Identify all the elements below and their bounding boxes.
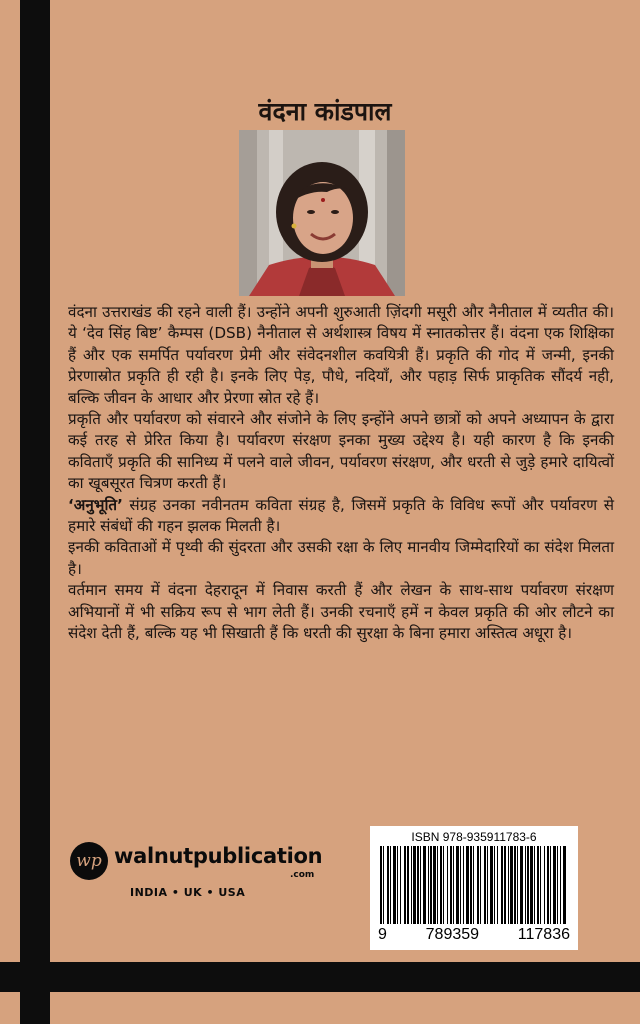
barcode-bar <box>557 846 558 924</box>
barcode-bar <box>443 846 444 924</box>
barcode-bar <box>393 846 396 924</box>
collection-description: संग्रह उनका नवीनतम कविता संग्रह है, जिसमें प्रकृति के विविध रूपों और पर्यावरण से हमारे संबंधों की गहन झलक मिलती है। <box>68 495 614 536</box>
author-name: वंदना कांडपाल <box>258 97 392 126</box>
barcode-bar <box>470 846 472 924</box>
barcode-bar <box>525 846 526 924</box>
barcode-bar <box>547 846 549 924</box>
barcode-bar <box>508 846 509 924</box>
barcode-bar <box>411 846 412 924</box>
barcode-bar <box>404 846 406 924</box>
barcode-bar <box>417 846 419 924</box>
barcode-bar <box>420 846 421 924</box>
barcode-bar <box>544 846 545 924</box>
bio-paragraph-1: वंदना उत्तराखंड की रहने वाली हैं। उन्होंने अपनी शुरुआती ज़िंदगी मसूरी और नैनीताल में व्यतीत की। ये ‘देव सिंह बिष्ट’ कैम्पस (DSB) नैनीताल से अर्थशास्त्र विषय में स्नातकोत्तर हैं। वंदना एक शिक्षिका हैं और एक समर्पित पर्यावरण प्रेमी और संवेदनशील कवयित्री हैं। प्रकृति की गोद में जन्मी, इनकी प्रेरणास्रोत प्रकृति ही रही है। इनके लिए पेड़, पौधे, नदियाँ, और पहाड़ सिर्फ प्राकृतिक सौंदर्य नही, बल्कि जीवन के आधार और प्रेरणा स्रोत रहे हैं। <box>68 303 614 407</box>
barcode-bar <box>453 846 454 924</box>
barcode-bar <box>477 846 479 924</box>
barcode-bar <box>494 846 495 924</box>
barcode-bar <box>387 846 389 924</box>
barcode-bar <box>390 846 391 924</box>
barcode-bar <box>463 846 464 924</box>
author-bio <box>68 302 614 645</box>
publisher-domain-suffix: .com <box>290 870 315 880</box>
barcode-bar <box>510 846 513 924</box>
barcode-bar <box>527 846 529 924</box>
publisher-regions: INDIA • UK • USA <box>130 886 246 899</box>
barcode-bar <box>517 846 518 924</box>
bio-paragraph-3 <box>68 495 614 538</box>
barcode-bar <box>504 846 506 924</box>
barcode-bar <box>460 846 461 924</box>
barcode-bar <box>490 846 493 924</box>
barcode-bar <box>537 846 539 924</box>
barcode-bar <box>400 846 401 924</box>
barcode-bar <box>501 846 503 924</box>
barcode-bar <box>440 846 442 924</box>
isbn-barcode <box>370 826 578 950</box>
barcode-bar <box>520 846 523 924</box>
barcode-bar <box>563 846 566 924</box>
barcode-bar <box>397 846 398 924</box>
barcode-bar <box>466 846 469 924</box>
isbn-digit-group-2: 117836 <box>517 926 570 943</box>
bio-paragraph-2: प्रकृति और पर्यावरण को संवारने और संजोने के लिए इन्होंने अपने छात्रों को अपने अध्यापन के द्वारा कई तरह से प्रेरित किया है। पर्यावरण संरक्षण इनका मुख्य उद्देश्य है। यही कारण है कि इनकी कविताएँ प्रकृति की सानिध्य में पलने वाले जीवन, पर्यावरण संरक्षण, और धरती से जुड़े हमारे दायित्वों का खूबसूरत चित्रण करती हैं। <box>68 410 614 493</box>
barcode-bar <box>430 846 432 924</box>
bottom-border-bar <box>0 962 640 992</box>
barcode-bar <box>480 846 481 924</box>
publisher-logo-mark: wp <box>70 842 108 880</box>
barcode-bar <box>433 846 436 924</box>
barcode-bar <box>437 846 438 924</box>
author-photo <box>239 130 405 296</box>
barcode-bar <box>450 846 452 924</box>
barcode-bar <box>530 846 533 924</box>
barcode-bar <box>514 846 516 924</box>
barcode-bars <box>380 846 568 926</box>
barcode-bar <box>413 846 416 924</box>
barcode-bar <box>423 846 426 924</box>
bio-paragraph-4: इनकी कविताओं में पृथ्वी की सुंदरता और उसकी रक्षा के लिए मानवीय जिम्मेदारियों का संदेश मिलता है। <box>68 538 614 578</box>
barcode-bar <box>534 846 535 924</box>
barcode-bar <box>383 846 384 924</box>
barcode-bar <box>540 846 541 924</box>
barcode-bar <box>473 846 474 924</box>
barcode-bar <box>553 846 556 924</box>
left-border-bar <box>20 0 50 1024</box>
isbn-label: ISBN 978-935911783-6 <box>411 830 537 844</box>
barcode-bar <box>550 846 551 924</box>
barcode-bar <box>447 846 448 924</box>
barcode-bar <box>497 846 498 924</box>
isbn-digit-first: 9 <box>378 926 387 943</box>
barcode-bar <box>560 846 561 924</box>
publisher-name: walnutpublication <box>114 844 323 868</box>
publisher-logo <box>70 840 330 910</box>
bio-paragraph-5: वर्तमान समय में वंदना देहरादून में निवास करती हैं और लेखन के साथ-साथ पर्यावरण संरक्षण अभियानों में भी सक्रिय रूप से भाग लेती हैं। उनकी रचनाएँ हमें न केवल प्रकृति की ओर लौटने का संदेश देती हैं, बल्कि यह भी सिखाती हैं कि धरती की सुरक्षा के बिना हमारा अस्तित्व अधूरा है। <box>68 581 614 643</box>
barcode-bar <box>407 846 409 924</box>
isbn-digit-group-1: 789359 <box>425 926 480 943</box>
barcode-bar <box>487 846 488 924</box>
barcode-bar <box>380 846 382 924</box>
barcode-bar <box>456 846 459 924</box>
collection-title: ‘अनुभूति’ <box>68 495 123 514</box>
barcode-bar <box>428 846 429 924</box>
isbn-digits <box>370 926 578 944</box>
barcode-bar <box>484 846 486 924</box>
